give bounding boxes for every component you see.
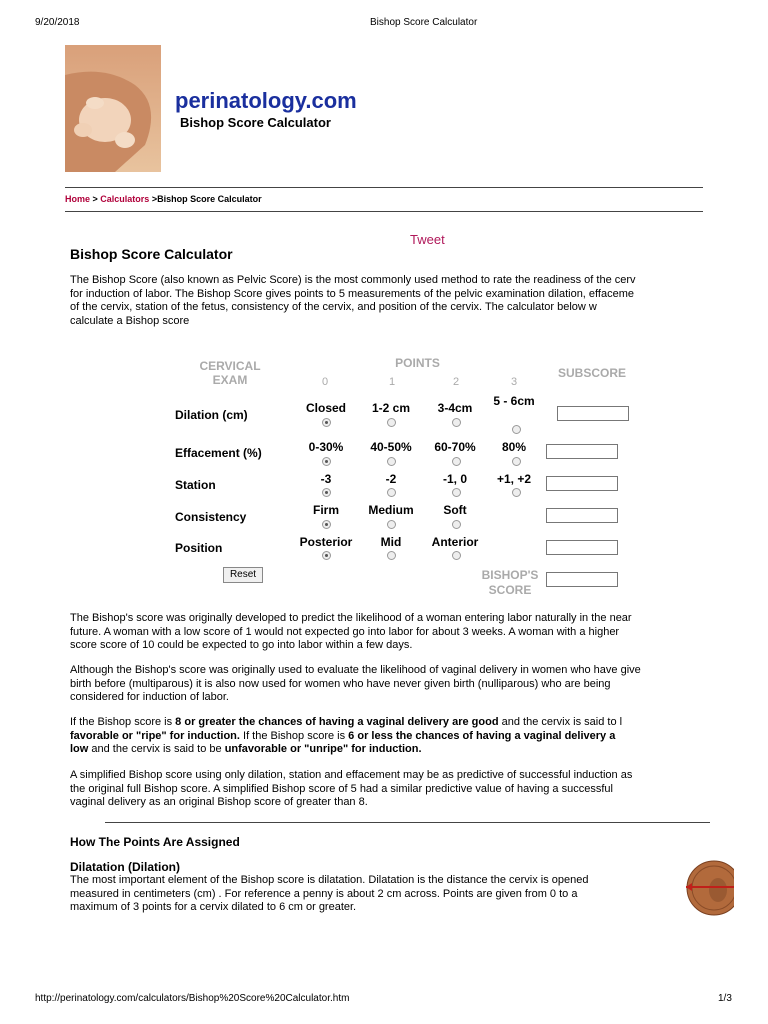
breadcrumb-home[interactable]: Home [65,194,91,204]
divider-top [65,187,703,188]
option-label: -3 [320,472,332,486]
col-header-cervical: CERVICAL [199,359,261,373]
option-label: -2 [385,472,397,486]
effacement-radio-0[interactable] [322,457,331,466]
dilation-subscore-field[interactable] [557,406,629,421]
text-line: birth before (multiparous) it is also now used for women who have never given birth (nulliparous) who are being [70,677,611,690]
position-radio-0[interactable] [322,551,331,560]
breadcrumb-calculators[interactable]: Calculators [100,194,150,204]
effacement-subscore-field[interactable] [546,444,618,459]
points-0: 0 [322,376,329,388]
option-label: 60-70% [434,440,476,454]
print-page-number: 1/3 [718,993,732,1004]
row-label-effacement: Effacement (%) [175,446,262,460]
text-run-bold: unfavorable or "unripe" for induction. [224,743,422,755]
dilation-radio-0[interactable] [322,418,331,427]
text-run-bold: 8 or greater the chances of having a vaginal delivery are good [175,716,499,728]
text-line: score score of 10 could be expected to go into labor within a few days. [70,639,413,651]
breadcrumb-sep: > [90,194,101,204]
effacement-radio-3[interactable] [512,457,521,466]
option-label: Anterior [431,535,479,549]
intro-line: for induction of labor. The Bishop Score gives points to 5 measurements of the pelvic examination dilation, effaceme [70,287,634,300]
station-radio-3[interactable] [512,488,521,497]
points-3: 3 [511,376,518,388]
effacement-radio-2[interactable] [452,457,461,466]
text-line: vaginal delivery as an original Bishop score of greater than 8. [70,796,368,808]
option-label: +1, +2 [496,472,532,486]
reset-button[interactable]: Reset [223,567,263,583]
total-label-score: SCORE [488,583,532,597]
dilatation-title: Dilatation (Dilation) [70,860,180,874]
row-label-station: Station [175,478,216,492]
consistency-subscore-field[interactable] [546,508,618,523]
dilation-radio-1[interactable] [387,418,396,427]
dilation-radio-3[interactable] [512,425,521,434]
divider-section [105,822,710,823]
text-run: and the cervix is said to l [498,716,623,728]
text-line: A simplified Bishop score using only dilation, station and effacement may be as predictive of successful induction as [70,769,633,781]
divider-breadcrumb [65,211,703,212]
text-line: The Bishop's score was originally developed to predict the likelihood of a woman entering labor naturally in the near [70,612,632,624]
text-line: future. A woman with a low score of 1 would not expected go into labor for about 3 weeks. A woman with a higher [70,625,620,638]
text-line [70,743,732,757]
text-line: the original full Bishop score. A simplified Bishop score of 5 had a similar predictive value of having a successful [70,782,613,795]
col-header-points: POINTS [395,356,440,370]
dilation-radio-2[interactable] [452,418,461,427]
paragraph-usage [70,664,732,705]
points-2: 2 [453,376,460,388]
option-label: -1, 0 [442,472,467,486]
breadcrumb-current: >Bishop Score Calculator [149,194,262,204]
option-label: 80% [501,440,527,454]
intro-line: of the cervix, station of the fetus, consistency of the cervix, and position of the cervix. The calculator below w [70,301,597,313]
print-url: http://perinatology.com/calculators/Bishop%20Score%20Calculator.htm [35,993,350,1004]
tweet-link[interactable]: Tweet [410,232,445,247]
station-radio-0[interactable] [322,488,331,497]
intro-line: The Bishop Score (also known as Pelvic Score) is the most commonly used method to rate the readiness of the cerv [70,274,636,286]
col-header-subscore: SUBSCORE [557,366,626,380]
intro-line: calculate a Bishop score [70,314,190,327]
option-label: Closed [305,401,346,415]
text-line: maximum of 3 points for a cervix dilated to 6 cm or greater. [70,901,357,913]
text-line [70,716,732,730]
option-label: Soft [443,503,467,517]
intro-paragraph [70,274,732,328]
paragraph-interpretation [70,716,732,757]
option-label: 0-30% [308,440,344,454]
position-subscore-field[interactable] [546,540,618,555]
baby-hand-logo [65,45,161,172]
text-run: and the cervix is said to be [88,743,225,755]
paragraph-origin [70,612,732,653]
text-line [70,730,732,744]
site-subtitle: Bishop Score Calculator [180,115,331,130]
dilatation-paragraph [70,874,682,915]
effacement-radio-1[interactable] [387,457,396,466]
total-label-bishops: BISHOP'S [481,568,539,582]
station-radio-2[interactable] [452,488,461,497]
text-line: Although the Bishop's score was originally used to evaluate the likelihood of vaginal delivery in women who have give [70,664,641,676]
option-label: Posterior [299,535,353,549]
text-run-bold: 6 or less the chances of having a vaginal delivery a [348,729,616,742]
text-run-bold: favorable or "ripe" for induction. [70,729,240,742]
station-radio-1[interactable] [387,488,396,497]
option-label: Mid [380,535,402,549]
station-subscore-field[interactable] [546,476,618,491]
option-label: 40-50% [370,440,412,454]
option-label: 1-2 cm [371,401,411,415]
consistency-radio-1[interactable] [387,520,396,529]
consistency-radio-2[interactable] [452,520,461,529]
option-label: 3-4cm [437,401,473,415]
option-label: Firm [312,503,339,517]
row-label-consistency: Consistency [175,510,247,524]
consistency-radio-0[interactable] [322,520,331,529]
row-label-dilation: Dilation (cm) [175,408,248,422]
points-1: 1 [389,376,396,388]
text-run: If the Bishop score is [239,729,349,742]
page-title: Bishop Score Calculator [70,246,233,262]
paragraph-simplified [70,769,732,810]
section-title: How The Points Are Assigned [70,835,240,849]
option-label: 5 - 6cm [493,394,535,408]
position-radio-2[interactable] [452,551,461,560]
text-line: measured in centimeters (cm) . For reference a penny is about 2 cm across. Points are given from 0 to a [70,887,578,900]
text-run-bold: low [70,743,89,755]
text-run: If the Bishop score is [70,716,176,728]
row-label-position: Position [175,541,223,555]
site-logo-link[interactable]: perinatology.com [175,88,357,113]
breadcrumb [65,194,262,204]
position-radio-1[interactable] [387,551,396,560]
text-line: considered for induction of labor. [70,691,229,703]
penny-image [684,860,734,916]
bishop-score-total-field[interactable] [546,572,618,587]
text-line: The most important element of the Bishop score is dilatation. Dilatation is the distance the cervix is opened [70,874,589,886]
print-title: Bishop Score Calculator [370,17,478,28]
col-header-exam: EXAM [212,373,248,387]
print-date: 9/20/2018 [35,17,80,28]
option-label: Medium [368,503,414,517]
